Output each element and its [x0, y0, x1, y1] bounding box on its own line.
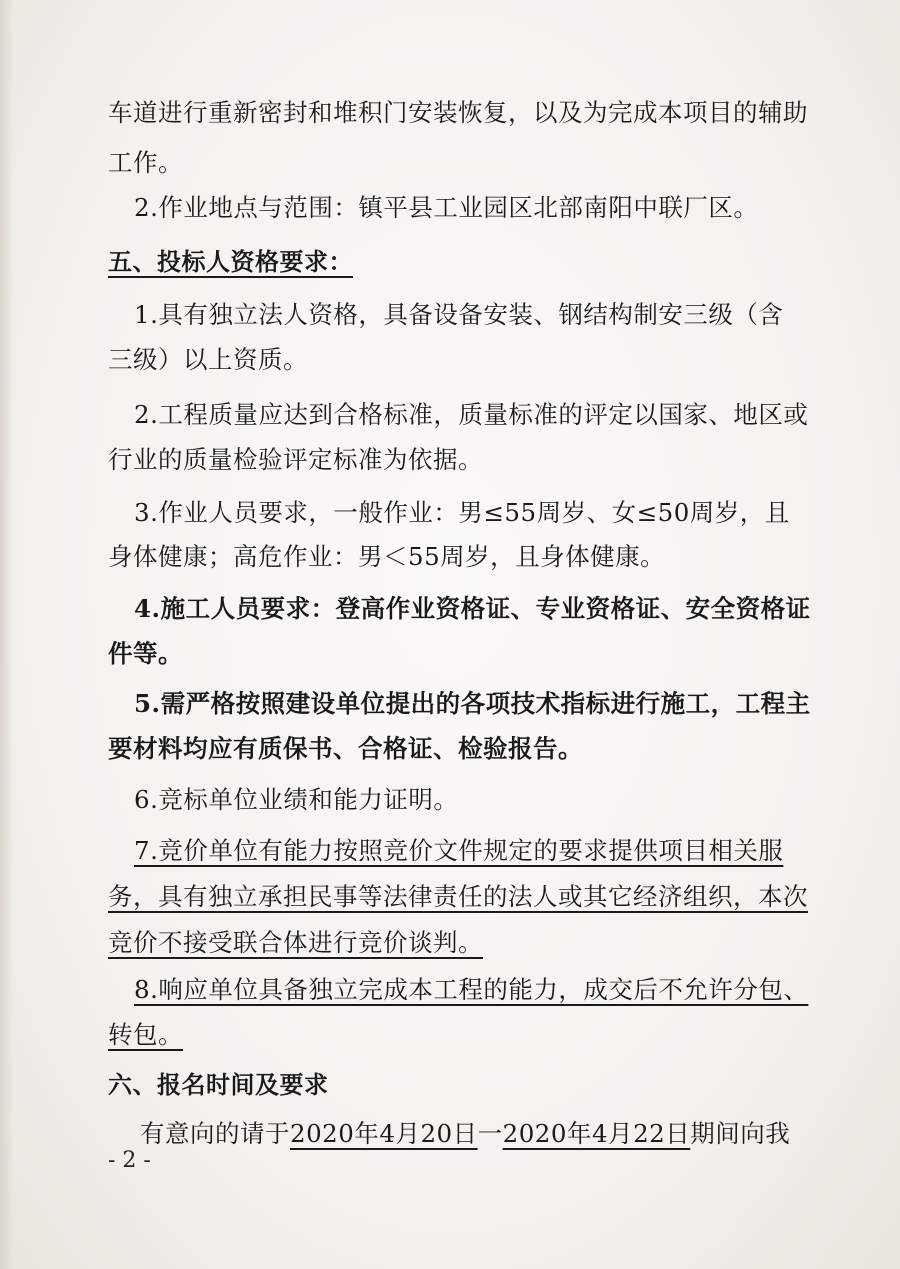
page-number: - 2 - [108, 1148, 151, 1173]
section-heading-five: 五、投标人资格要求： [108, 248, 353, 276]
registration-line [140, 1117, 830, 1151]
qualification-8-line-1: 8.响应单位具备独立完成本工程的能力，成交后不允许分包、 [134, 975, 809, 1004]
qualification-3-line-1: 3.作业人员要求，一般作业：男≤55周岁、女≤50周岁，且 [134, 498, 790, 527]
qualification-2-line-1: 2.工程质量应达到合格标准，质量标准的评定以国家、地区或 [134, 400, 809, 429]
registration-end-date: 2020年4月22日 [502, 1119, 691, 1148]
qualification-7-line-1: 7.竞价单位有能力按照竞价文件规定的要求提供项目相关服 [134, 836, 784, 865]
qualification-3-line-2: 身体健康；高危作业：男＜55周岁，且身体健康。 [108, 542, 666, 571]
qualification-7-line-3: 竞价不接受联合体进行竞价谈判。 [108, 928, 483, 957]
registration-start-date: 2020年4月20日 [290, 1119, 478, 1148]
qualification-2-line-2: 行业的质量检验评定标准为依据。 [108, 445, 483, 474]
work-location-line: 2.作业地点与范围：镇平县工业园区北部南阳中联厂区。 [134, 193, 759, 222]
qualification-1-line-1: 1.具有独立法人资格，具备设备安装、钢结构制安三级（含 [134, 300, 784, 329]
qualification-6-line: 6.竞标单位业绩和能力证明。 [134, 785, 459, 814]
qualification-8-line-2: 转包。 [108, 1020, 183, 1049]
qualification-7-line-2: 务，具有独立承担民事等法律责任的法人或其它经济组织，本次 [108, 882, 808, 911]
body-line-1: 车道进行重新密封和堆积门安装恢复，以及为完成本项目的辅助 [108, 98, 808, 127]
body-line-2: 工作。 [108, 148, 183, 177]
qualification-4-line-2: 件等。 [108, 639, 183, 668]
registration-date-dash: 一 [477, 1119, 503, 1148]
qualification-1-line-2: 三级）以上资质。 [108, 345, 308, 374]
section-heading-six: 六、报名时间及要求 [108, 1071, 329, 1099]
qualification-4-line-1: 4.施工人员要求：登高作业资格证、专业资格证、安全资格证 [134, 594, 811, 623]
scan-edge-shadow [0, 0, 14, 1269]
qualification-5-line-1: 5.需严格按照建设单位提出的各项技术指标进行施工，工程主 [134, 689, 811, 718]
registration-suffix: 期间向我 [690, 1119, 791, 1148]
qualification-5-line-2: 要材料均应有质保书、合格证、检验报告。 [108, 734, 583, 763]
registration-prefix: 有意向的请于 [140, 1119, 290, 1148]
